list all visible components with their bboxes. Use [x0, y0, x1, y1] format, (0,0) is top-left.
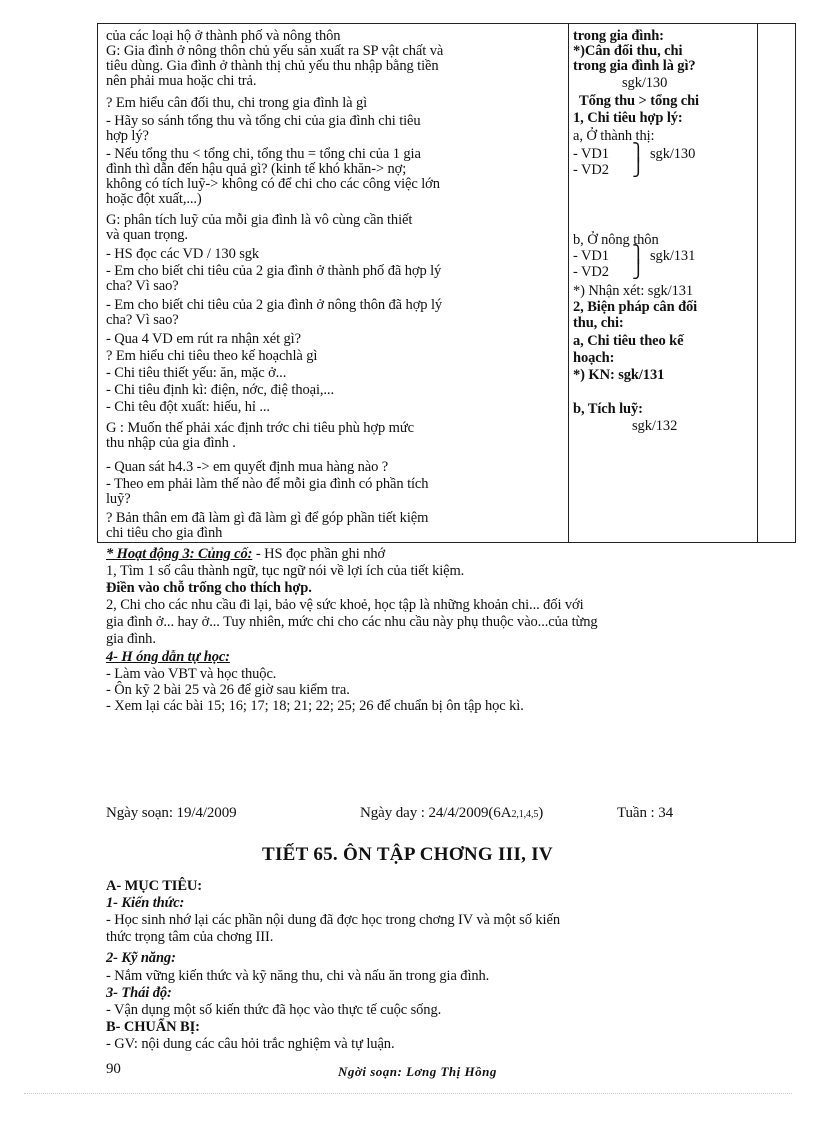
right-line: - VD2 [573, 264, 609, 280]
right-line: *) KN: sgk/131 [573, 367, 665, 383]
right-line: 2, Biện pháp cân đối [573, 299, 698, 315]
left-line: và quan trọng. [106, 227, 188, 243]
attitude-line: - Vận dụng một số kiến thức đã học vào thực tế cuộc sống. [106, 1002, 442, 1018]
activity3-q2: 2, Chi cho các nhu cầu đi lại, bảo vệ sức khoẻ, học tập là những khoản chi... đối với [106, 597, 584, 613]
ngay-day-close: ) [538, 805, 544, 821]
brace-icon: ⎫ [632, 143, 645, 163]
right-line: sgk/131 [650, 248, 696, 264]
right-line: - VD2 [573, 162, 609, 178]
skills-line: - Nắm vững kiến thức và kỹ năng thu, chi và nấu ăn trong gia đình. [106, 968, 490, 984]
section-b-heading: B- CHUẨN BỊ: [106, 1019, 200, 1035]
skills-heading: 2- Kỹ năng: [106, 950, 176, 966]
left-line: cha? Vì sao? [106, 278, 179, 294]
fill-title: Điền vào chỗ trống cho thích hợp. [106, 580, 312, 596]
homework-item: - Làm vào VBT và học thuộc. [106, 666, 277, 682]
right-line: a, Chi tiêu theo kế [573, 333, 684, 349]
left-line: hợp lý? [106, 128, 149, 144]
left-line: - Theo em phải làm thế nào để mỗi gia đình có phần tích [106, 476, 429, 492]
right-line: sgk/130 [650, 146, 696, 162]
left-line: - Chi têu đột xuất: hiếu, hỉ ... [106, 399, 270, 415]
activity3-line [106, 547, 385, 562]
left-line: của các loại hộ ở thành phố và nông thôn [106, 28, 341, 44]
right-line: thu, chi: [573, 315, 624, 331]
left-line: luỹ? [106, 491, 131, 507]
left-line: nên phải mua hoặc chi trả. [106, 73, 257, 89]
left-line: - Chi tiêu định kì: điện, nớc, điệ thoại,... [106, 382, 334, 398]
author-signature: Ngời soạn: Lơng Thị Hồng [338, 1064, 497, 1079]
right-line: *)Cân đối thu, chi [573, 43, 683, 59]
ngay-day-classes: 2,1,4,5 [511, 809, 539, 820]
right-line: trong gia đình: [573, 28, 664, 44]
activity3-q2: gia đình ở... hay ở... Tuy nhiên, mức chi cho các nhu cầu này phụ thuộc vào...của từng [106, 614, 598, 630]
activity3-heading: * Hoạt động 3: Củng cố: [106, 546, 253, 562]
left-line: - Quan sát h4.3 -> em quyết định mua hàng nào ? [106, 459, 389, 475]
brace-icon: ⎭ [632, 260, 645, 280]
activity3-q2: gia đình. [106, 631, 156, 647]
left-line: - Em cho biết chi tiêu của 2 gia đình ở nông thôn đã hợp lý [106, 297, 443, 313]
left-line: ? Em hiểu cân đối thu, chi trong gia đình là gì [106, 95, 368, 111]
right-line: - VD1 [573, 248, 609, 264]
left-line: đình thì dẫn đến hậu quả gì? (kinh tế khó khăn-> nợ; [106, 161, 407, 177]
right-line: trong gia đình là gì? [573, 58, 696, 74]
activity3-heading-rest: - HS đọc phần ghi nhớ [252, 546, 386, 562]
knowledge-heading: 1- Kiến thức: [106, 895, 185, 911]
right-line: - VD1 [573, 146, 609, 162]
right-line: hoạch: [573, 350, 615, 366]
table-column-divider-2 [757, 23, 758, 543]
homework-item: - Ôn kỹ 2 bài 25 và 26 để giờ sau kiểm tra. [106, 682, 350, 698]
tuan: Tuần : 34 [617, 805, 674, 821]
right-line: *) Nhận xét: sgk/131 [573, 283, 694, 299]
left-line: G : Muốn thế phải xác định trớc chi tiêu phù hợp mức [106, 420, 414, 436]
knowledge-line: - Học sinh nhớ lại các phần nội dung đã đợc học trong chơng IV và một số kiến [106, 912, 560, 928]
left-line: cha? Vì sao? [106, 312, 179, 328]
ngay-day-text: Ngày day : 24/4/2009(6A [360, 805, 512, 821]
left-line: - Nếu tổng thu < tổng chi, tổng thu = tổng chi của 1 gia [106, 146, 421, 162]
right-line: a, Ở thành thị: [573, 128, 655, 144]
left-line: G: Gia đình ở nông thôn chủ yếu sản xuất ra SP vật chất và [106, 43, 444, 59]
left-line: thu nhập của gia đình . [106, 435, 236, 451]
right-line: 1, Chi tiêu hợp lý: [573, 110, 683, 126]
left-line: - Chi tiêu thiết yếu: ăn, mặc ở... [106, 365, 287, 381]
right-line: b, Ở nông thôn [573, 232, 659, 248]
right-line: Tổng thu > tổng chi [579, 93, 699, 109]
brace-icon: ⎫ [632, 245, 645, 265]
left-line: không có tích luỹ-> không có để chi cho các công việc lớn [106, 176, 440, 192]
left-line: - Qua 4 VD em rút ra nhận xét gì? [106, 331, 301, 347]
right-line: sgk/132 [632, 418, 678, 434]
page-number: 90 [106, 1061, 121, 1077]
activity3-q1: 1, Tìm 1 số câu thành ngữ, tục ngữ nói về lợi ích của tiết kiệm. [106, 563, 465, 579]
table-column-divider-1 [568, 23, 569, 543]
attitude-heading: 3- Thái độ: [106, 985, 172, 1001]
ngay-day [360, 806, 543, 822]
left-line: - Hãy so sánh tổng thu và tổng chi của gia đình chi tiêu [106, 113, 421, 129]
right-line: b, Tích luỹ: [573, 401, 643, 417]
homework-heading: 4- H óng dẫn tự học: [106, 649, 230, 665]
left-line: tiêu dùng. Gia đình ở thành thị chủ yếu thu nhập bằng tiền [106, 58, 439, 74]
homework-item: - Xem lại các bài 15; 16; 17; 18; 21; 22; 25; 26 để chuẩn bị ôn tập học kì. [106, 698, 524, 714]
knowledge-line: thức trọng tâm của chơng III. [106, 929, 274, 945]
right-line: sgk/130 [622, 75, 668, 91]
left-line: ? Bản thân em đã làm gì đã làm gì để góp phần tiết kiệm [106, 510, 429, 526]
left-line: chi tiêu cho gia đình [106, 525, 223, 541]
ngay-soan: Ngày soạn: 19/4/2009 [106, 805, 237, 821]
section-a-heading: A- MỤC TIÊU: [106, 878, 203, 894]
left-line: hoặc đột xuất,...) [106, 191, 202, 207]
brace-icon: ⎭ [632, 158, 645, 178]
left-line: ? Em hiểu chi tiêu theo kế hoạchlà gì [106, 348, 318, 364]
left-line: G: phân tích luỹ của mỗi gia đình là vô cùng cần thiết [106, 212, 413, 228]
left-line: - Em cho biết chi tiêu của 2 gia đình ở thành phố đã hợp lý [106, 263, 442, 279]
prep-line: - GV: nội dung các câu hỏi trắc nghiệm và tự luận. [106, 1036, 395, 1052]
lesson-title: TIẾT 65. ÔN TẬP CHƠNG III, IV [262, 844, 553, 865]
page-divider [24, 1093, 792, 1094]
left-line: - HS đọc các VD / 130 sgk [106, 246, 260, 262]
